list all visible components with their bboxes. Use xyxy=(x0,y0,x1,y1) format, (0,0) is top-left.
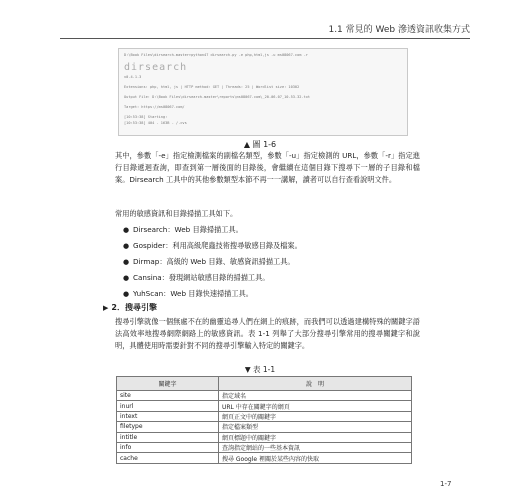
table-row xyxy=(117,422,412,432)
terminal-version-line: v0.4.1.3 xyxy=(124,75,142,79)
table-cell-keyword: intext xyxy=(117,411,219,421)
table-row xyxy=(117,411,412,421)
table-header-description: 說 明 xyxy=(219,377,412,391)
table-cell-keyword: intitle xyxy=(117,432,219,442)
paragraph-tools-intro: 常用的敏感資訊和目錄掃描工具如下。 xyxy=(115,209,238,218)
table-cell-keyword: site xyxy=(117,391,219,401)
tools-list xyxy=(115,224,420,304)
terminal-target-line: Target: https://ms08067.com/ xyxy=(124,105,185,109)
terminal-screenshot-figure xyxy=(118,48,408,136)
terminal-extensions-line: Extensions: php, html, js | HTTP method: GET | Threads: 25 | Wordlist size: 10302 xyxy=(124,85,300,89)
list-item-text: Cansina：發現網站敏感目錄的掃描工具。 xyxy=(133,273,270,282)
list-item xyxy=(115,288,420,300)
terminal-command-line: D:\Book Files\dirsearch-master>python47 dirsearch.py -e php,html,js -u ms08067.com -r xyxy=(124,53,308,57)
table-caption: ▼ 表 1-1 xyxy=(244,365,276,374)
table-row xyxy=(117,391,412,401)
table-cell-keyword: filetype xyxy=(117,422,219,432)
section-arrow-icon: ▶ xyxy=(103,304,109,312)
header-divider xyxy=(60,38,470,39)
page-number: 1-7 xyxy=(440,480,452,488)
list-item xyxy=(115,272,420,284)
table-row xyxy=(117,432,412,442)
table-cell-description: URL 中存在關鍵字的網頁 xyxy=(219,401,412,411)
table-cell-description: 網頁標題中的關鍵字 xyxy=(219,432,412,442)
table-cell-description: 指定域名 xyxy=(219,391,412,401)
table-cell-keyword: inurl xyxy=(117,401,219,411)
list-item xyxy=(115,224,420,236)
table-row xyxy=(117,401,412,411)
section-title: 2．搜尋引擎 xyxy=(111,303,157,312)
terminal-output-line: Output File: D:\Book Files\dirsearch-master\reports\ms08067.com\_20-06-07_10-53-32.txt xyxy=(124,95,311,99)
figure-caption: ▲ 圖 1-6 xyxy=(243,140,277,149)
table-header-row xyxy=(117,377,412,391)
table-header-keyword: 關鍵字 xyxy=(117,377,219,391)
paragraph-search-engine: 搜尋引擎就像一個無處不在的幽靈追尋人們在網上的痕跡，而我們可以透過建構特殊的關鍵字語法高效率地搜尋網際網路上的敏感資訊。表 1-1 列舉了大部分搜尋引擎常用的搜尋關鍵字和說明，具體使用時需要針對不同的搜尋引擎輸入特定的關鍵字。 xyxy=(115,317,420,350)
table-row xyxy=(117,453,412,463)
bullet-icon: ● xyxy=(123,258,130,266)
terminal-starting-line: [10:53:38] Starting: xyxy=(124,115,168,119)
list-item-text: Dirsearch：Web 目錄掃描工具。 xyxy=(133,225,243,234)
list-item xyxy=(115,256,420,268)
bullet-icon: ● xyxy=(123,274,130,282)
terminal-result-line: [10:53:38] 404 - 163B - /.cvs xyxy=(124,121,187,125)
dirsearch-logo: dirsearch xyxy=(124,62,188,73)
bullet-icon: ● xyxy=(123,290,130,298)
bullet-icon: ● xyxy=(123,242,130,250)
section-heading xyxy=(103,302,157,313)
table-cell-keyword: cache xyxy=(117,453,219,463)
list-item-text: Gospider：利用高級爬蟲技術搜尋敏感目錄及檔案。 xyxy=(133,241,302,250)
list-item xyxy=(115,240,420,252)
table-cell-description: 搜尋 Google 裡關於某些內容的快取 xyxy=(219,453,412,463)
table-cell-description: 網頁正文中的關鍵字 xyxy=(219,411,412,421)
table-cell-description: 指定檔案類型 xyxy=(219,422,412,432)
table-cell-description: 查詢指定網站的一些基本資訊 xyxy=(219,442,412,452)
paragraph-dirsearch-params: 其中，參數「-e」指定檢測檔案的副檔名類型，參數「-u」指定檢測的 URL，參數「-r」指定進行目錄遞迴查詢，即查到第一層後面的目錄後，會繼續在這個目錄下搜尋下一層的子目錄和檔案。Dirsearch 工具中的其他參數類型本節不再一一講解，讀者可以自行查看說明文件。 xyxy=(115,151,420,184)
search-keyword-table xyxy=(116,376,412,464)
running-header: 1.1 常見的 Web 滲透資訊收集方式 xyxy=(328,25,470,35)
list-item-text: YuhScan：Web 目錄快速掃描工具。 xyxy=(133,289,253,298)
bullet-icon: ● xyxy=(123,226,130,234)
table-row xyxy=(117,442,412,452)
list-item-text: Dirmap：高級的 Web 目錄、敏感資訊掃描工具。 xyxy=(133,257,295,266)
table-cell-keyword: info xyxy=(117,442,219,452)
